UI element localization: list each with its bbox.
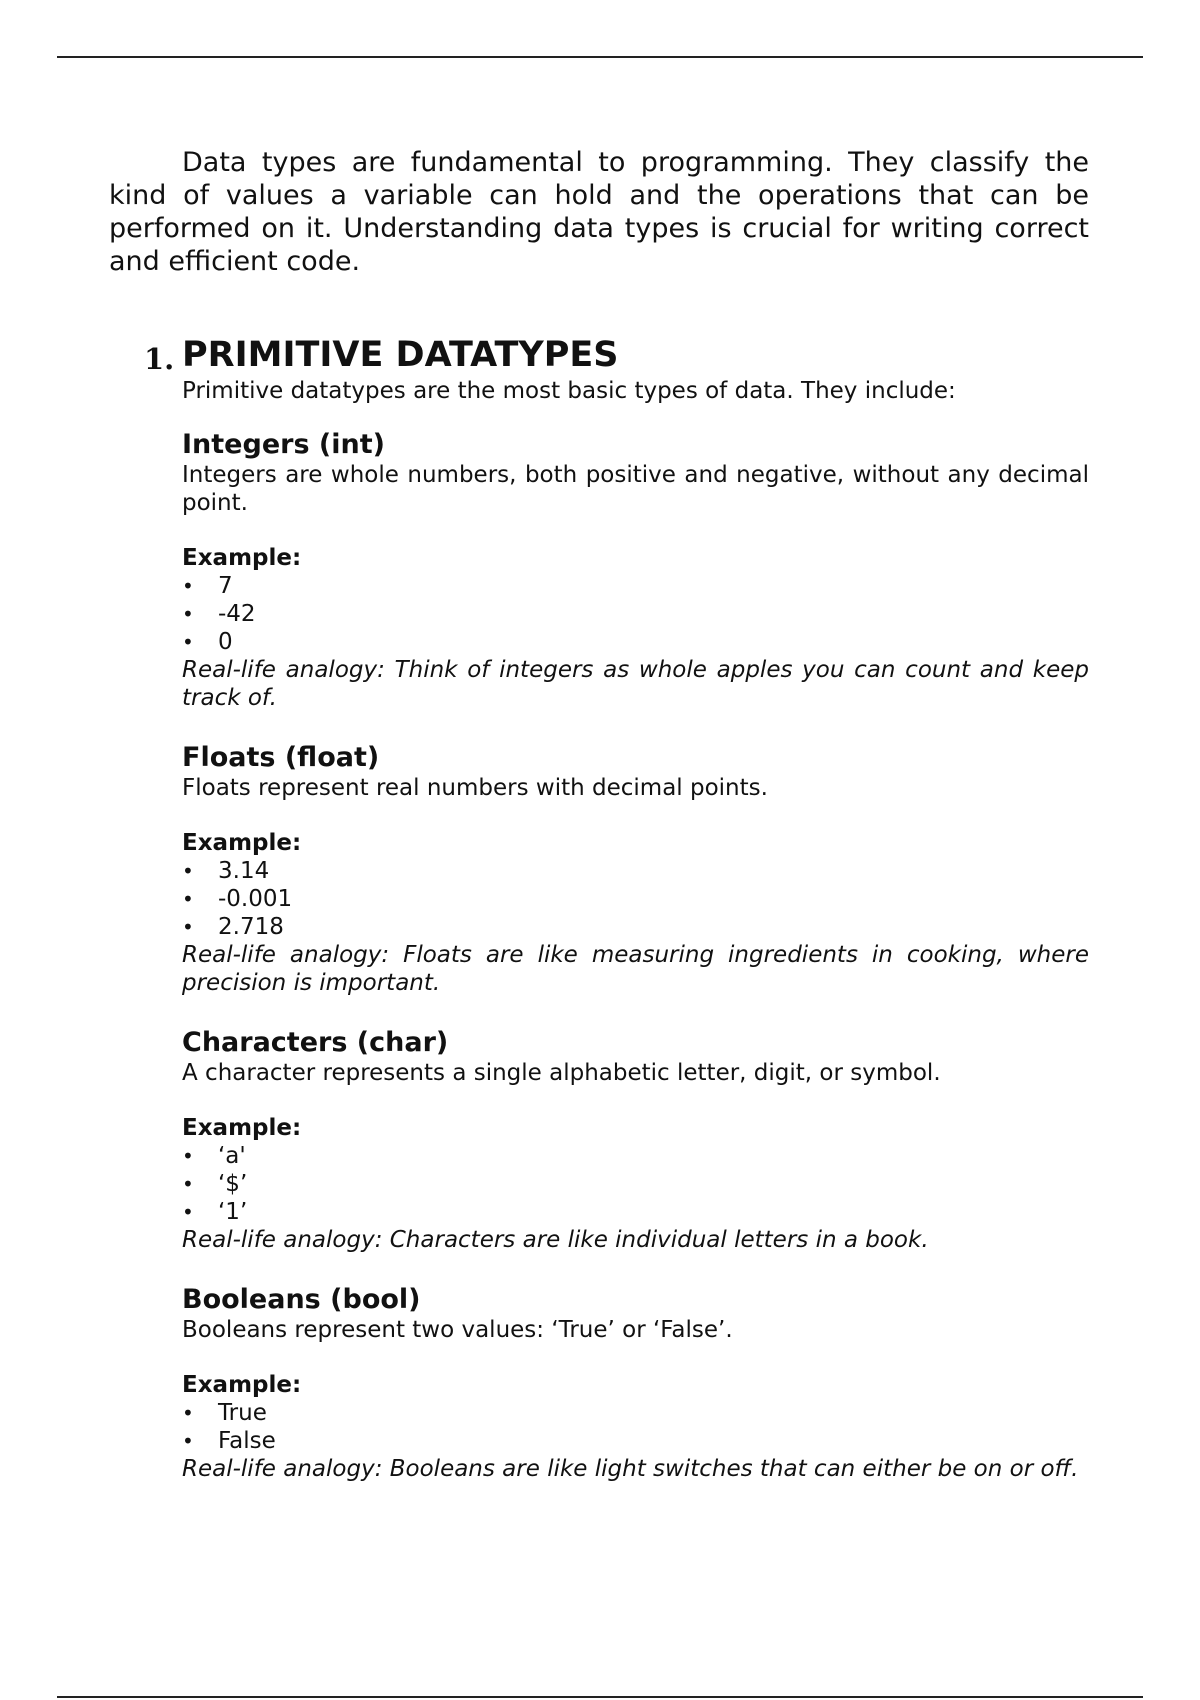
example-item [182,913,1089,941]
section-lead: Primitive datatypes are the most basic types of data. They include: [182,378,956,404]
datatype-block-bool [182,1283,1089,1483]
example-value: 2.718 [218,914,284,940]
datatype-block-float [182,741,1089,997]
datatype-description: A character represents a single alphabetic letter, digit, or symbol. [182,1060,941,1086]
example-label: Example: [182,1372,302,1398]
bullet-icon: • [182,1144,194,1168]
section-number: 1. [144,342,175,376]
datatype-title: Floats (float) [182,742,380,773]
bullet-icon: • [182,630,194,654]
example-value: -42 [218,601,256,627]
datatype-description: Integers are whole numbers, both positive and negative, without any decimal point. [182,462,1089,516]
datatype-block-char [182,1026,1089,1254]
example-item [182,628,1089,656]
example-value: ‘a' [218,1143,246,1169]
example-item [182,572,1089,600]
example-item [182,1170,1089,1198]
bullet-icon: • [182,1200,194,1224]
example-item [182,600,1089,628]
datatype-block-int [182,428,1089,712]
example-list [182,1399,1089,1455]
example-item [182,1399,1089,1427]
example-value: 7 [218,573,233,599]
analogy-text: Real-life analogy: Floats are like measuring ingredients in cooking, where precision is important. [182,942,1089,996]
analogy-text: Real-life analogy: Think of integers as whole apples you can count and keep track of. [182,657,1089,711]
example-label: Example: [182,545,302,571]
section-primitive-datatypes [144,333,1089,1512]
section-title: PRIMITIVE DATATYPES [182,335,619,375]
bullet-icon: • [182,1429,194,1453]
datatype-title: Booleans (bool) [182,1284,421,1315]
intro-paragraph: Data types are fundamental to programming. They classify the kind of values a variable can hold and the operations that can be performed on it. Understanding data types is crucial for writing correct and efficient code. [109,147,1089,277]
datatype-description: Booleans represent two values: ‘True’ or ‘False’. [182,1317,733,1343]
example-list [182,1142,1089,1226]
example-value: True [218,1400,267,1426]
bullet-icon: • [182,859,194,883]
example-value: 3.14 [218,858,270,884]
bullet-icon: • [182,1401,194,1425]
example-label: Example: [182,830,302,856]
example-value: False [218,1428,276,1454]
datatype-description: Floats represent real numbers with decimal points. [182,775,768,801]
section-heading [144,333,1089,377]
bullet-icon: • [182,602,194,626]
example-item [182,1198,1089,1226]
example-item [182,1142,1089,1170]
example-item [182,857,1089,885]
analogy-text: Real-life analogy: Booleans are like light switches that can either be on or off. [182,1456,1079,1482]
example-list [182,857,1089,941]
example-label: Example: [182,1115,302,1141]
datatype-title: Integers (int) [182,429,385,460]
example-value: ‘1’ [218,1199,248,1225]
bullet-icon: • [182,1172,194,1196]
example-item [182,885,1089,913]
example-value: -0.001 [218,886,293,912]
analogy-text: Real-life analogy: Characters are like individual letters in a book. [182,1227,929,1253]
example-value: ‘$’ [218,1171,248,1197]
datatype-title: Characters (char) [182,1027,449,1058]
example-list [182,572,1089,656]
bottom-rule [57,1696,1143,1698]
example-item [182,1427,1089,1455]
example-value: 0 [218,629,233,655]
bullet-icon: • [182,887,194,911]
top-rule [57,56,1143,58]
bullet-icon: • [182,574,194,598]
bullet-icon: • [182,915,194,939]
